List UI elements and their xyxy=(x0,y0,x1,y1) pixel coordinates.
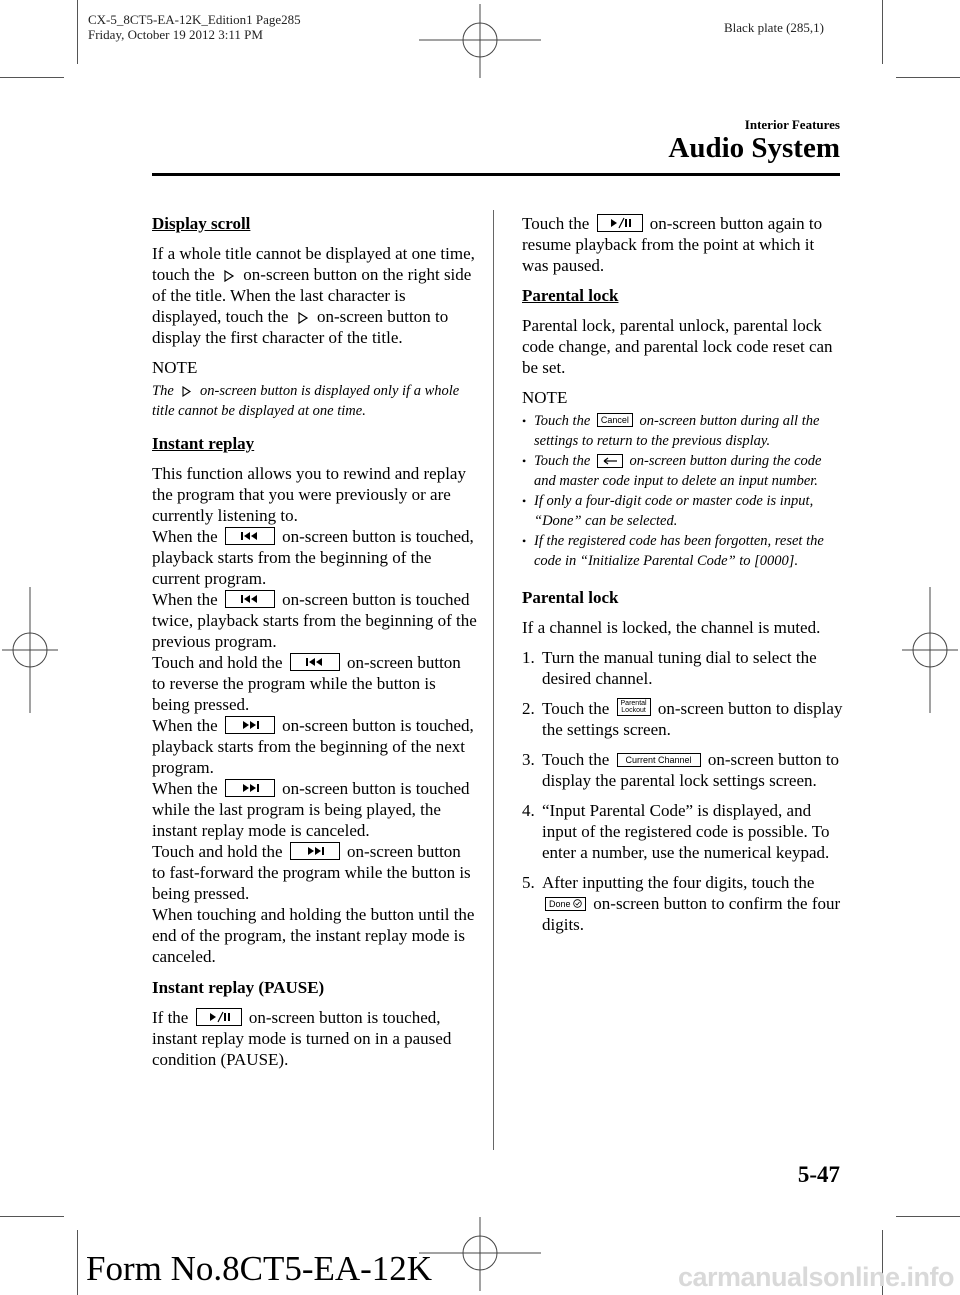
page-number: 5-47 xyxy=(797,1162,840,1187)
parental-paragraph: Parental lock, parental unlock, parental lock code change, and parental lock code reset can be set. xyxy=(522,316,833,377)
registration-mark-bottom xyxy=(415,1215,545,1295)
heading-parental-lock-sub: Parental lock xyxy=(522,588,619,607)
text: Turn the manual tuning dial to select the desired channel. xyxy=(542,648,817,688)
done-button-icon xyxy=(545,897,586,911)
text: Touch the xyxy=(534,453,591,469)
registration-mark-left xyxy=(0,585,60,715)
text: Touch and hold the xyxy=(152,653,283,672)
text: on-screen button to display the first character of the title. xyxy=(152,307,449,347)
check-circle-icon xyxy=(573,899,582,908)
print-date-line: Friday, October 19 2012 3:11 PM xyxy=(88,27,263,42)
step-item xyxy=(522,647,844,689)
left-column xyxy=(152,213,477,1079)
skip-forward-icon xyxy=(290,842,340,860)
text: When the xyxy=(152,527,218,546)
text: on-screen button during all the settings to return to the previous display. xyxy=(534,413,820,449)
step-number: 1. xyxy=(522,648,535,667)
text: Touch the xyxy=(522,214,590,233)
scroll-right-icon xyxy=(180,385,193,398)
crop-mark xyxy=(896,77,960,78)
print-file-line: CX-5_8CT5-EA-12K_Edition1 Page285 xyxy=(88,12,301,27)
step-number: 2. xyxy=(522,699,535,718)
display-scroll-paragraph xyxy=(152,243,477,348)
form-number: Form No.8CT5-EA-12K xyxy=(86,1249,433,1288)
text: The xyxy=(152,383,174,399)
backspace-arrow-icon xyxy=(597,454,623,468)
registration-mark-right xyxy=(900,585,960,715)
text: Touch the xyxy=(542,750,610,769)
text: When the xyxy=(152,716,218,735)
text: Touch and hold the xyxy=(152,842,283,861)
print-meta xyxy=(88,12,301,42)
text: on-screen button again to resume playback from the point at which it was paused. xyxy=(522,214,823,275)
parental-lockout-button-icon xyxy=(617,698,651,716)
current-channel-button-icon: Current Channel xyxy=(617,753,701,767)
step-item xyxy=(522,698,844,740)
text: on-screen button is displayed only if a whole title cannot be displayed at one time. xyxy=(152,383,460,419)
crop-mark xyxy=(77,1230,78,1295)
text: Parental xyxy=(620,700,647,707)
skip-back-icon xyxy=(225,590,275,608)
step-number: 4. xyxy=(522,801,535,820)
note-parental xyxy=(522,411,844,571)
crop-mark xyxy=(0,1216,64,1217)
text: on-screen button to display the parental lock settings screen. xyxy=(542,750,840,790)
text: Lockout xyxy=(621,707,646,714)
step-item xyxy=(522,749,844,791)
text: When the xyxy=(152,779,218,798)
scroll-right-icon xyxy=(222,269,236,283)
skip-forward-icon xyxy=(225,716,275,734)
step-item xyxy=(522,800,844,863)
step-number: 5. xyxy=(522,873,535,892)
step-number: 3. xyxy=(522,750,535,769)
text: If the registered code has been forgotten, reset the code in “Initialize Parental Code” to [0000]. xyxy=(534,533,824,569)
column-divider xyxy=(493,210,494,1150)
text: on-screen button is touched, playback starts from the beginning of the next program. xyxy=(152,716,474,777)
text: This function allows you to rewind and replay the program that you were previously or are currently listening to. xyxy=(152,464,466,525)
text: on-screen button is touched, playback starts from the beginning of the current program. xyxy=(152,527,474,588)
plate-label: Black plate (285,1) xyxy=(724,20,824,35)
crop-mark xyxy=(0,77,64,78)
heading-instant-replay: Instant replay xyxy=(152,434,255,453)
crop-mark xyxy=(896,1216,960,1217)
text: After inputting the four digits, touch the xyxy=(542,873,815,892)
lock-paragraph: If a channel is locked, the channel is muted. xyxy=(522,618,821,637)
play-pause-icon xyxy=(196,1008,242,1026)
resume-paragraph xyxy=(522,213,844,276)
note-item xyxy=(522,451,844,491)
note-item xyxy=(522,531,844,571)
text: on-screen button is touched, instant replay mode is turned on in a paused condition (PAUSE). xyxy=(152,1008,452,1069)
instant-replay-paragraph xyxy=(152,463,477,967)
text: on-screen button during the code and master code input to delete an input number. xyxy=(534,453,822,489)
heading-display-scroll: Display scroll xyxy=(152,214,251,233)
text: When touching and holding the button until the end of the program, the instant replay mode is canceled. xyxy=(152,905,475,966)
text: on-screen button to fast-forward the program while the button is being pressed. xyxy=(152,842,471,903)
skip-back-icon xyxy=(290,653,340,671)
note-display-scroll xyxy=(152,381,477,421)
watermark: carmanualsonline.info xyxy=(677,1262,954,1292)
text: “Input Parental Code” is displayed, and input of the registered code is possible. To enter a number, use the numerical keypad. xyxy=(542,801,830,862)
text: If the xyxy=(152,1008,189,1027)
note-item xyxy=(522,491,844,531)
note-item xyxy=(522,411,844,451)
right-column xyxy=(522,213,844,944)
text: When the xyxy=(152,590,218,609)
crop-mark xyxy=(77,0,78,64)
crop-mark xyxy=(882,0,883,64)
skip-back-icon xyxy=(225,527,275,545)
text: If only a four-digit code or master code is input, “Done” can be selected. xyxy=(534,493,814,529)
text: on-screen button to reverse the program while the button is being pressed. xyxy=(152,653,461,714)
skip-forward-icon xyxy=(225,779,275,797)
text: Touch the xyxy=(542,699,610,718)
pause-paragraph xyxy=(152,1007,477,1070)
heading-instant-replay-pause: Instant replay (PAUSE) xyxy=(152,978,325,997)
text: Touch the xyxy=(534,413,591,429)
text: on-screen button to confirm the four digits. xyxy=(542,894,841,934)
play-pause-icon xyxy=(597,214,643,232)
page-title: Audio System xyxy=(668,132,840,164)
text: If a whole title cannot be displayed at one time, touch the xyxy=(152,244,475,284)
section-label: Interior Features xyxy=(744,117,840,132)
note-label: NOTE xyxy=(522,388,568,407)
cancel-button-icon: Cancel xyxy=(597,413,633,427)
note-label: NOTE xyxy=(152,358,198,377)
registration-mark-top xyxy=(415,0,545,80)
text: on-screen button to display the settings screen. xyxy=(542,699,843,739)
step-item xyxy=(522,872,844,935)
text: on-screen button on the right side of the title. When the last character is displayed, touch the xyxy=(152,265,472,326)
text: on-screen button is touched while the last program is being played, the instant replay mode is canceled. xyxy=(152,779,470,840)
header-rule xyxy=(152,173,840,176)
heading-parental-lock: Parental lock xyxy=(522,286,619,305)
scroll-right-icon xyxy=(296,311,310,325)
text: on-screen button is touched twice, playback starts from the beginning of the previous program. xyxy=(152,590,477,651)
text: Done xyxy=(549,899,571,909)
